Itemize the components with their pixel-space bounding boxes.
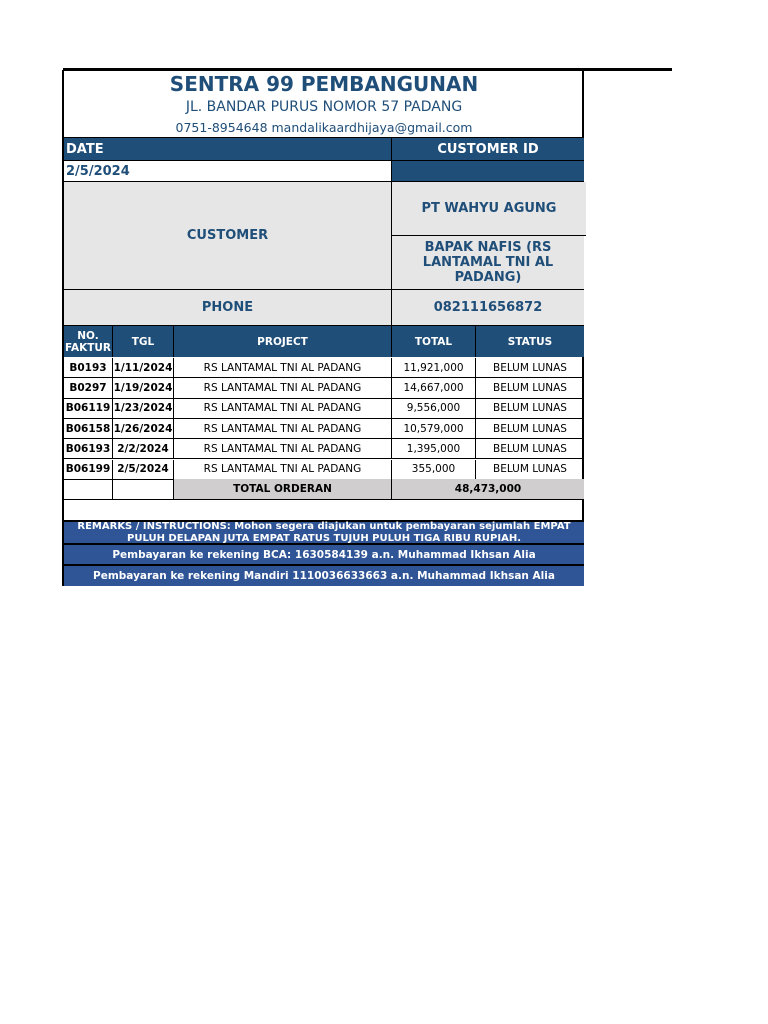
cell-project: RS LANTAMAL TNI AL PADANG (174, 358, 392, 378)
phone-label: PHONE (64, 290, 392, 326)
cell-total: 10,579,000 (392, 419, 476, 439)
cell-faktur: B06119 (64, 399, 113, 419)
col-header-status: STATUS (476, 326, 584, 357)
cell-status: BELUM LUNAS (476, 419, 584, 439)
col-header-total: TOTAL (392, 326, 476, 357)
cell-tgl: 1/11/2024 (113, 358, 174, 378)
cell-total: 9,556,000 (392, 399, 476, 419)
payment-bca: Pembayaran ke rekening BCA: 1630584139 a.n. Muhammad Ikhsan Alia (64, 543, 584, 564)
total-orderan-label: TOTAL ORDERAN (174, 479, 392, 500)
cell-tgl: 1/19/2024 (113, 378, 174, 398)
cell-project: RS LANTAMAL TNI AL PADANG (174, 439, 392, 459)
customer-id-value (392, 160, 584, 182)
company-name: SENTRA 99 PEMBANGUNAN (169, 72, 479, 96)
cell-project: RS LANTAMAL TNI AL PADANG (174, 460, 392, 480)
cell-tgl: 1/26/2024 (113, 419, 174, 439)
cell-tgl: 1/23/2024 (113, 399, 174, 419)
payment-mandiri: Pembayaran ke rekening Mandiri 1110036633663 a.n. Muhammad Ikhsan Alia (64, 564, 584, 586)
col-header-project: PROJECT (174, 326, 392, 357)
cell-faktur: B0193 (64, 358, 113, 378)
cell-status: BELUM LUNAS (476, 358, 584, 378)
cell-status: BELUM LUNAS (476, 399, 584, 419)
cell-tgl: 2/2/2024 (113, 439, 174, 459)
cell-faktur: B06199 (64, 460, 113, 480)
cell-total: 355,000 (392, 460, 476, 480)
cell-faktur: B06158 (64, 419, 113, 439)
cell-total: 11,921,000 (392, 358, 476, 378)
cell-project: RS LANTAMAL TNI AL PADANG (174, 399, 392, 419)
remarks-instructions: REMARKS / INSTRUCTIONS: Mohon segera diajukan untuk pembayaran sejumlah EMPAT PULUH DELAPAN JUTA EMPAT RATUS TUJUH PULUH TIGA RIBU RUPIAH. (64, 520, 584, 543)
cell-project: RS LANTAMAL TNI AL PADANG (174, 378, 392, 398)
cell-total: 1,395,000 (392, 439, 476, 459)
cell-project: RS LANTAMAL TNI AL PADANG (174, 419, 392, 439)
total-orderan-value: 48,473,000 (392, 479, 584, 500)
col-header-tgl: TGL (113, 326, 174, 357)
cell-status: BELUM LUNAS (476, 378, 584, 398)
cell-faktur: B0297 (64, 378, 113, 398)
customer-company: PT WAHYU AGUNG (392, 182, 586, 236)
cell-status: BELUM LUNAS (476, 460, 584, 480)
date-label: DATE (64, 137, 392, 160)
customer-person: BAPAK NAFIS (RS LANTAMAL TNI AL PADANG) (392, 236, 584, 290)
date-value: 2/5/2024 (64, 160, 392, 182)
total-empty-cell (113, 479, 174, 500)
cell-tgl: 2/5/2024 (113, 460, 174, 480)
cell-total: 14,667,000 (392, 378, 476, 398)
customer-label: CUSTOMER (64, 182, 392, 290)
cell-status: BELUM LUNAS (476, 439, 584, 459)
company-address: JL. BANDAR PURUS NOMOR 57 PADANG (185, 99, 463, 115)
company-contact: 0751-8954648 mandalikaardhijaya@gmail.com (175, 120, 473, 135)
customer-id-label: CUSTOMER ID (392, 137, 584, 160)
total-empty-cell (64, 479, 113, 500)
phone-value: 082111656872 (392, 290, 584, 326)
cell-faktur: B06193 (64, 439, 113, 459)
col-header-faktur: NO. FAKTUR (64, 326, 113, 357)
invoice-sheet (62, 70, 584, 586)
